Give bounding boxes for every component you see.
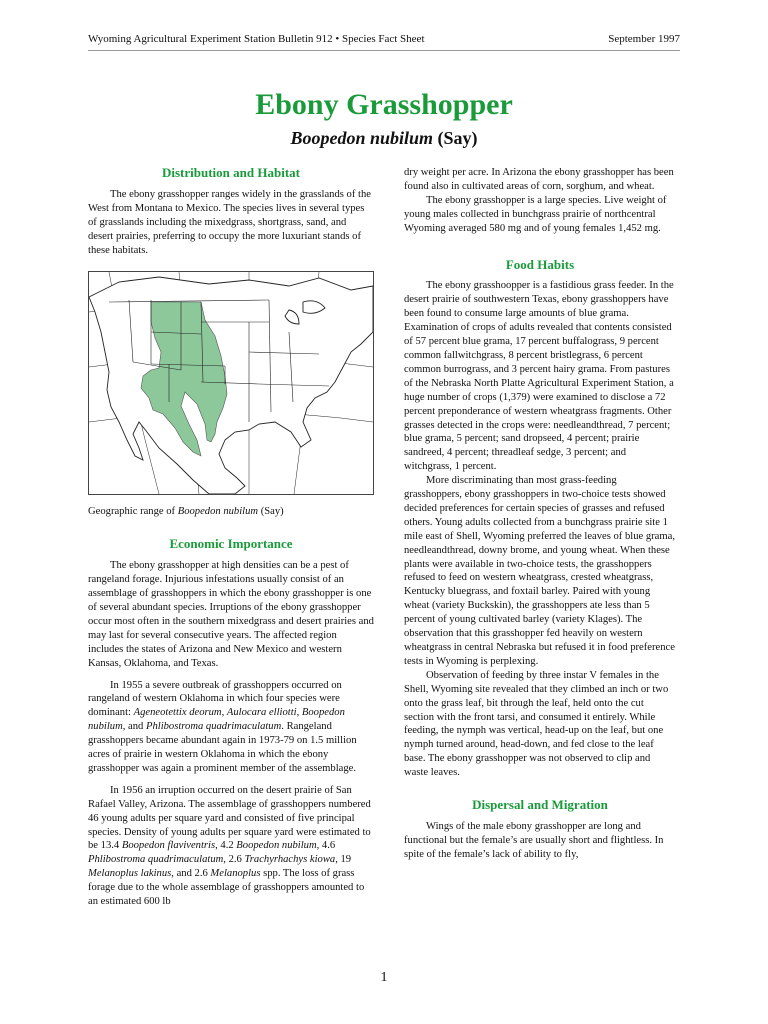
heading-economic: Economic Importance [169, 536, 293, 552]
running-header [88, 33, 680, 51]
food-paragraph-1: The ebony grasshoopper is a fastidious grass feeder. In the desert prairie of southwestern Texas, ebony grasshoppers have been found to consume large amounts of blue grama. Examination of crops of adults revealed that contents consisted of 57 percent blue grama, 17 percent buffalograss, 9 percent common fallwitchgrass, 8 percent bristlegrass, 6 percent common burrograss, and 3 percent hairy grama. From pastures of the Nebraska North Platte Agricultural Experiment Station, a huge number of crops (1,379) were examined to disclose a 72 percent preponderance of western wheatgrass fragments. Other grasses detected in the crops were: needleandthread, 7 percent; blue grama, 5 percent; sand dropseed, 4 percent; prairie sandreed, 4 percent; threadleaf sedge, 3 percent; and witchgrass, 1 percent. [404, 280, 674, 473]
header-date: September 1997 [608, 33, 680, 45]
range-map [88, 271, 374, 495]
range-map-figure [89, 272, 373, 494]
page-subtitle [0, 128, 768, 149]
weight-continuation-paragraph: dry weight per acre. In Arizona the ebony grasshopper has been found also in cultivated areas of corn, sorghum, and wheat. [404, 167, 674, 192]
subtitle-scientific-name: Boopedon nubilum [290, 128, 434, 148]
dispersal-paragraph: Wings of the male ebony grasshopper are long and functional but the female’s are usually short and flightless. In spite of the female’s lack of ability to fly, [404, 820, 664, 860]
food-paragraph-3: Observation of feeding by three instar V females in the Shell, Wyoming site revealed that they climbed an inch or two onto the grass leaf, bit through the leaf, held onto the cut section with the front tarsi, and consumed it entirely. While feeding, the nymph was vertical, head-up on the leaf, but one nymph turned around, head-down, and fed close to the leaf base. The ebony grasshopper was not observed to clip and waste leaves. [404, 669, 669, 779]
food-paragraph-2: More discriminating than most grass-feeding grasshoppers, ebony grasshoppers in two-choice tests showed decided preferences for certain species of grasses and refused others. Young adults collected from a bunchgrass prairie site 1 mile east of Shell, Wyoming preferred the leaves of blue grama, needleandthread, downy brome, and young wheat. When these plants were available in two-choice tests, the grasshoppers refused to feed on western wheatgrass, crested wheatgrass, Kentucky bluegrass, and foxtail barley. Paired with young wheat (variety Buckskin), the grasshoppers ate less than 5 percent of young cultivated barley (variety Klages). The observation that this grasshopper fed heavily on western wheatgrass in central Nebraska but refused it in food preference tests in Wyoming is perplexing. [404, 475, 675, 667]
weight-paragraph: The ebony grasshopper is a large species. Live weight of young males collected in bunchgrass prairie of northcentral Wyoming averaged 580 mg and of young females 1,452 mg. [404, 194, 667, 234]
economic-paragraph-2: In 1955 a severe outbreak of grasshoppers occurred on rangeland of western Oklahoma in which four species were dominant: Ageneotettix deorum, Aulocara elliotti, Boopedon nubilum, and Phlibostroma quadrimaculatum. Rangeland grasshoppers became abundant again in 1973-79 on 1.5 million acres of prairie in western Oklahoma in which the ebony grasshopper was again a prominent member of the assemblage. [88, 679, 357, 774]
map-caption [88, 505, 374, 519]
economic-paragraph-3: In 1956 an irruption occurred on the desert prairie of San Rafael Valley, Arizona. The assemblage of grasshoppers numbered 46 young adults per square yard and consisted of five principal species. Density of young adults per square yard were estimated to be 13.4 Boopedon flaviventris, 4.2 Boopedon nubilum, 4.6 Phlibostroma quadrimaculatum, 2.6 Trachyrhachys kiowa, 19 Melanoplus lakinus, and 2.6 Melanoplus spp. The loss of grass forage due to the whole assemblage of grasshoppers amounted to an estimated 600 lb [88, 784, 371, 908]
header-bulletin: Wyoming Agricultural Experiment Station Bulletin 912 • Species Fact Sheet [88, 33, 425, 45]
heading-distribution: Distribution and Habitat [162, 165, 300, 180]
map-land [89, 277, 373, 494]
subtitle-author: (Say) [433, 128, 478, 148]
left-column [88, 166, 374, 909]
distribution-paragraph: The ebony grasshopper ranges widely in the grasslands of the West from Montana to Mexico. The species lives in several types of grasslands including the mixedgrass, shortgrass, sand, and desert prairies, preferring to occupy the more luxuriant stands of these habitats. [88, 188, 371, 256]
page-title: Ebony Grasshopper [255, 88, 513, 121]
economic-paragraph-1: The ebony grasshopper at high densities can be a pest of rangeland forage. Injurious infestations usually consist of an assemblage of grasshoppers in which the ebony grasshopper is one of several abundant species. Irruptions of the ebony grasshopper occur most often in the southern mixedgrass and desert prairies and may last for several consecutive years. The affected region includes the states of Arizona and New Mexico and western Kansas, Oklahoma, and Texas. [88, 560, 374, 669]
right-column [404, 166, 676, 862]
heading-dispersal: Dispersal and Migration [472, 797, 608, 813]
map-caption-author: (Say) [258, 506, 284, 518]
page-number: 1 [380, 970, 388, 985]
map-caption-text: Geographic range of [88, 506, 178, 518]
map-caption-species: Boopedon nubilum [177, 506, 259, 518]
heading-food-habits: Food Habits [505, 256, 575, 272]
